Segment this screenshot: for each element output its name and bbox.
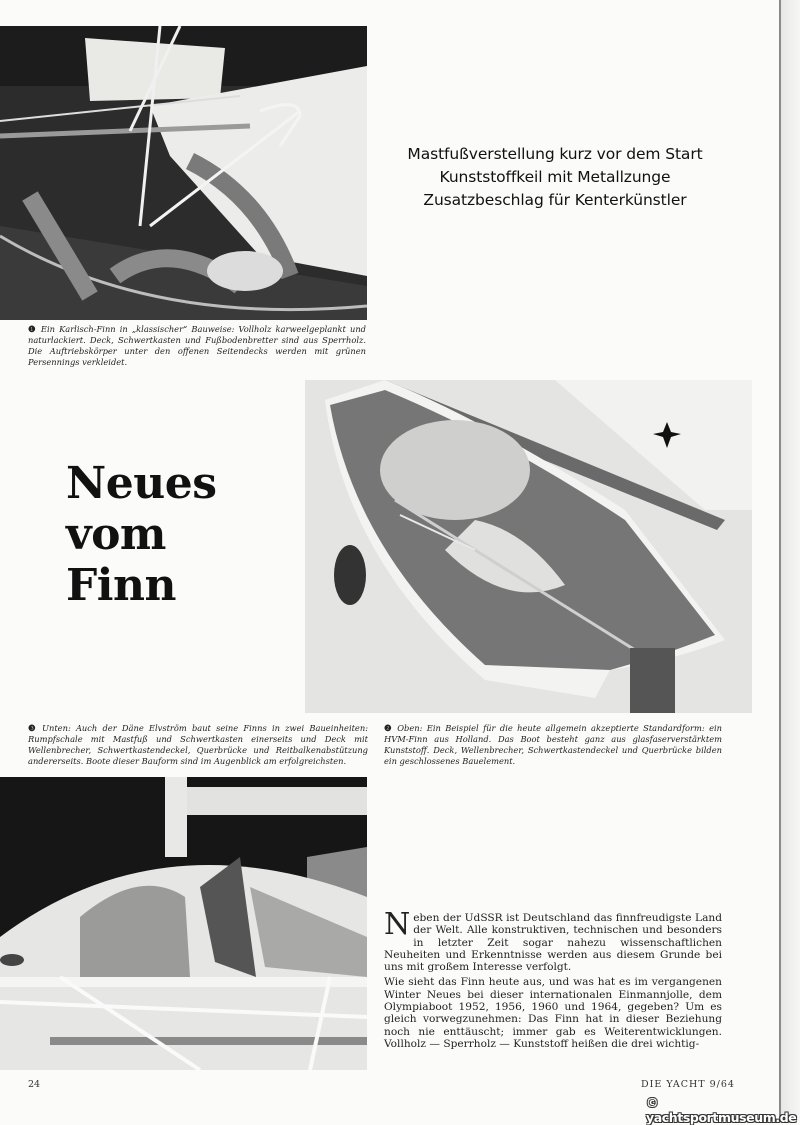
photo-image [0, 777, 367, 1070]
body-paragraph: Wie sieht das Finn heute aus, und was hat es im vergangenen Winter Neues bei dieser internationalen Einmannjolle, dem Olympiaboot 1952, 1956, 1960 und 1964, gegeben? Um es gleich vorwegzunehmen: Das Finn hat in dieser Beziehung noch nie enttäuscht; immer gab es Weiterentwicklungen. Vollholz — Sperrholz — Kunststoff heißen die drei wichtig- [384, 976, 722, 1050]
magazine-issue: DIE YACHT 9/64 [641, 1079, 735, 1090]
subhead: Mastfußverstellung kurz vor dem Start [407, 145, 703, 163]
page-number: 24 [28, 1079, 41, 1090]
article-subheads [380, 143, 730, 212]
subhead: Kunststoffkeil mit Metallzunge [439, 168, 671, 186]
photo-karlisch-finn [0, 26, 367, 320]
page-edge [781, 0, 800, 1121]
caption-text: Oben: Ein Beispiel für die heute allgemein akzeptierte Standardform: ein HVM-Finn aus Holland. Das Boot besteht ganz aus glasfaserverstärktem Kunststoff. Deck, Wellenbrecher, Schwertkastendeckel und Querbrücke bilden ein geschlossenes Bauelement. [384, 723, 722, 766]
article-body [384, 907, 722, 1053]
headline-line: Neues [66, 458, 217, 509]
caption-number: ❶ [28, 324, 37, 334]
headline-line: vom [66, 509, 166, 560]
photo-image [0, 26, 367, 320]
article-headline [66, 458, 216, 611]
photo-caption-3 [28, 723, 368, 767]
caption-number: ❷ [384, 723, 394, 733]
photo-image [305, 380, 752, 713]
photo-caption-1 [28, 324, 366, 368]
drop-cap: N [384, 907, 411, 942]
caption-number: ❸ [28, 723, 39, 733]
headline-line: Finn [66, 560, 176, 611]
subhead: Zusatzbeschlag für Kenterkünstler [423, 191, 687, 209]
photo-hvm-finn [305, 380, 752, 713]
photo-caption-2 [384, 723, 722, 767]
photo-elvstroem-finn [0, 777, 367, 1070]
paragraph-text: eben der UdSSR ist Deutschland das finnfreudigste Land der Welt. Alle konstruktiven, technischen und besonders in letzter Zeit sogar nahezu wissenschaftlichen Neuheiten und Erkenntnisse werden aus diesem Grunde bei uns mit großem Interesse verfolgt. [384, 912, 722, 974]
copyright-watermark: © yachtsportmuseum.de [646, 1095, 797, 1125]
caption-text: Unten: Auch der Däne Elvström baut seine Finns in zwei Baueinheiten: Rumpfschale mit Mastfuß und Schwertkasten einerseits und Deck mit Wellenbrecher, Schwertkastendeckel, Querbrücke und Reitbalkenabstützung andererseits. Boote dieser Bauform sind im Augenblick am erfolgreichsten. [28, 723, 368, 766]
body-paragraph [384, 907, 722, 974]
page-fold-line [779, 0, 781, 1121]
caption-text: Ein Karlisch-Finn in „klassischer“ Bauweise: Vollholz karweelgeplankt und naturlackiert. Deck, Schwertkasten und Fußbodenbretter sind aus Sperrholz. Die Auftriebskörper unter den offenen Seitendecks werden mit grünen Persennings verkleidet. [28, 324, 366, 367]
